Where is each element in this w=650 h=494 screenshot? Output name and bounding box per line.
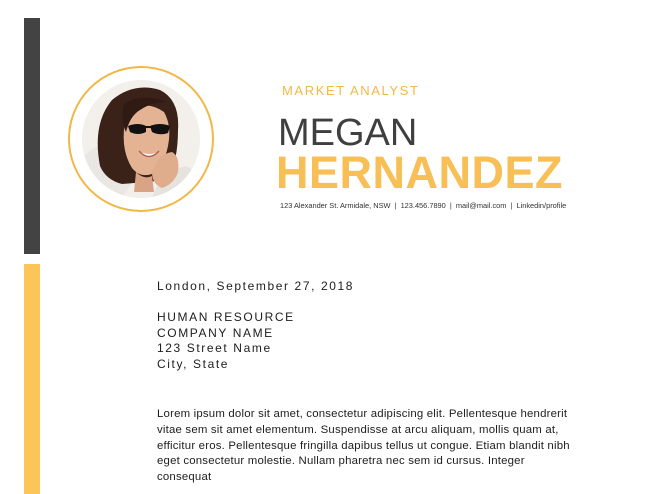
- contact-line: [280, 201, 566, 210]
- profile-photo-icon: [82, 80, 200, 198]
- contact-phone: 123.456.7890: [400, 201, 446, 210]
- left-accent-bar-gold: [24, 264, 40, 494]
- contact-separator: |: [394, 201, 397, 210]
- contact-separator: |: [449, 201, 452, 210]
- first-name: MEGAN: [278, 112, 418, 154]
- recipient-department: HUMAN RESOURCE: [157, 310, 295, 324]
- contact-linkedin[interactable]: Linkedin/profile: [516, 201, 567, 210]
- letter-body: Lorem ipsum dolor sit amet, consectetur adipiscing elit. Pellentesque hendrerit vitae sem sit amet elementum. Suspendisse at arcu aliquam, mollis quam at, efficitur eros. Pellentesque fringilla dapibus tellus ut congue. Etiam blandit nibh eget consectetur molestie. Nullam pharetra nec sem id cursus. Integer consequat: [157, 408, 570, 484]
- recipient-block: [157, 310, 597, 372]
- job-title: MARKET ANALYST: [282, 83, 420, 98]
- letter-date: London, September 27, 2018: [157, 279, 355, 293]
- contact-address: 123 Alexander St. Armidale, NSW: [280, 201, 391, 210]
- left-accent-bar-dark: [24, 18, 40, 254]
- contact-separator: |: [510, 201, 513, 210]
- recipient-company: COMPANY NAME: [157, 325, 274, 340]
- last-name: HERNANDEZ: [276, 147, 564, 198]
- profile-photo: [82, 80, 200, 198]
- recipient-city: City, State: [157, 356, 230, 371]
- contact-email[interactable]: mail@mail.com: [455, 201, 507, 210]
- recipient-street: 123 Street Name: [157, 341, 272, 355]
